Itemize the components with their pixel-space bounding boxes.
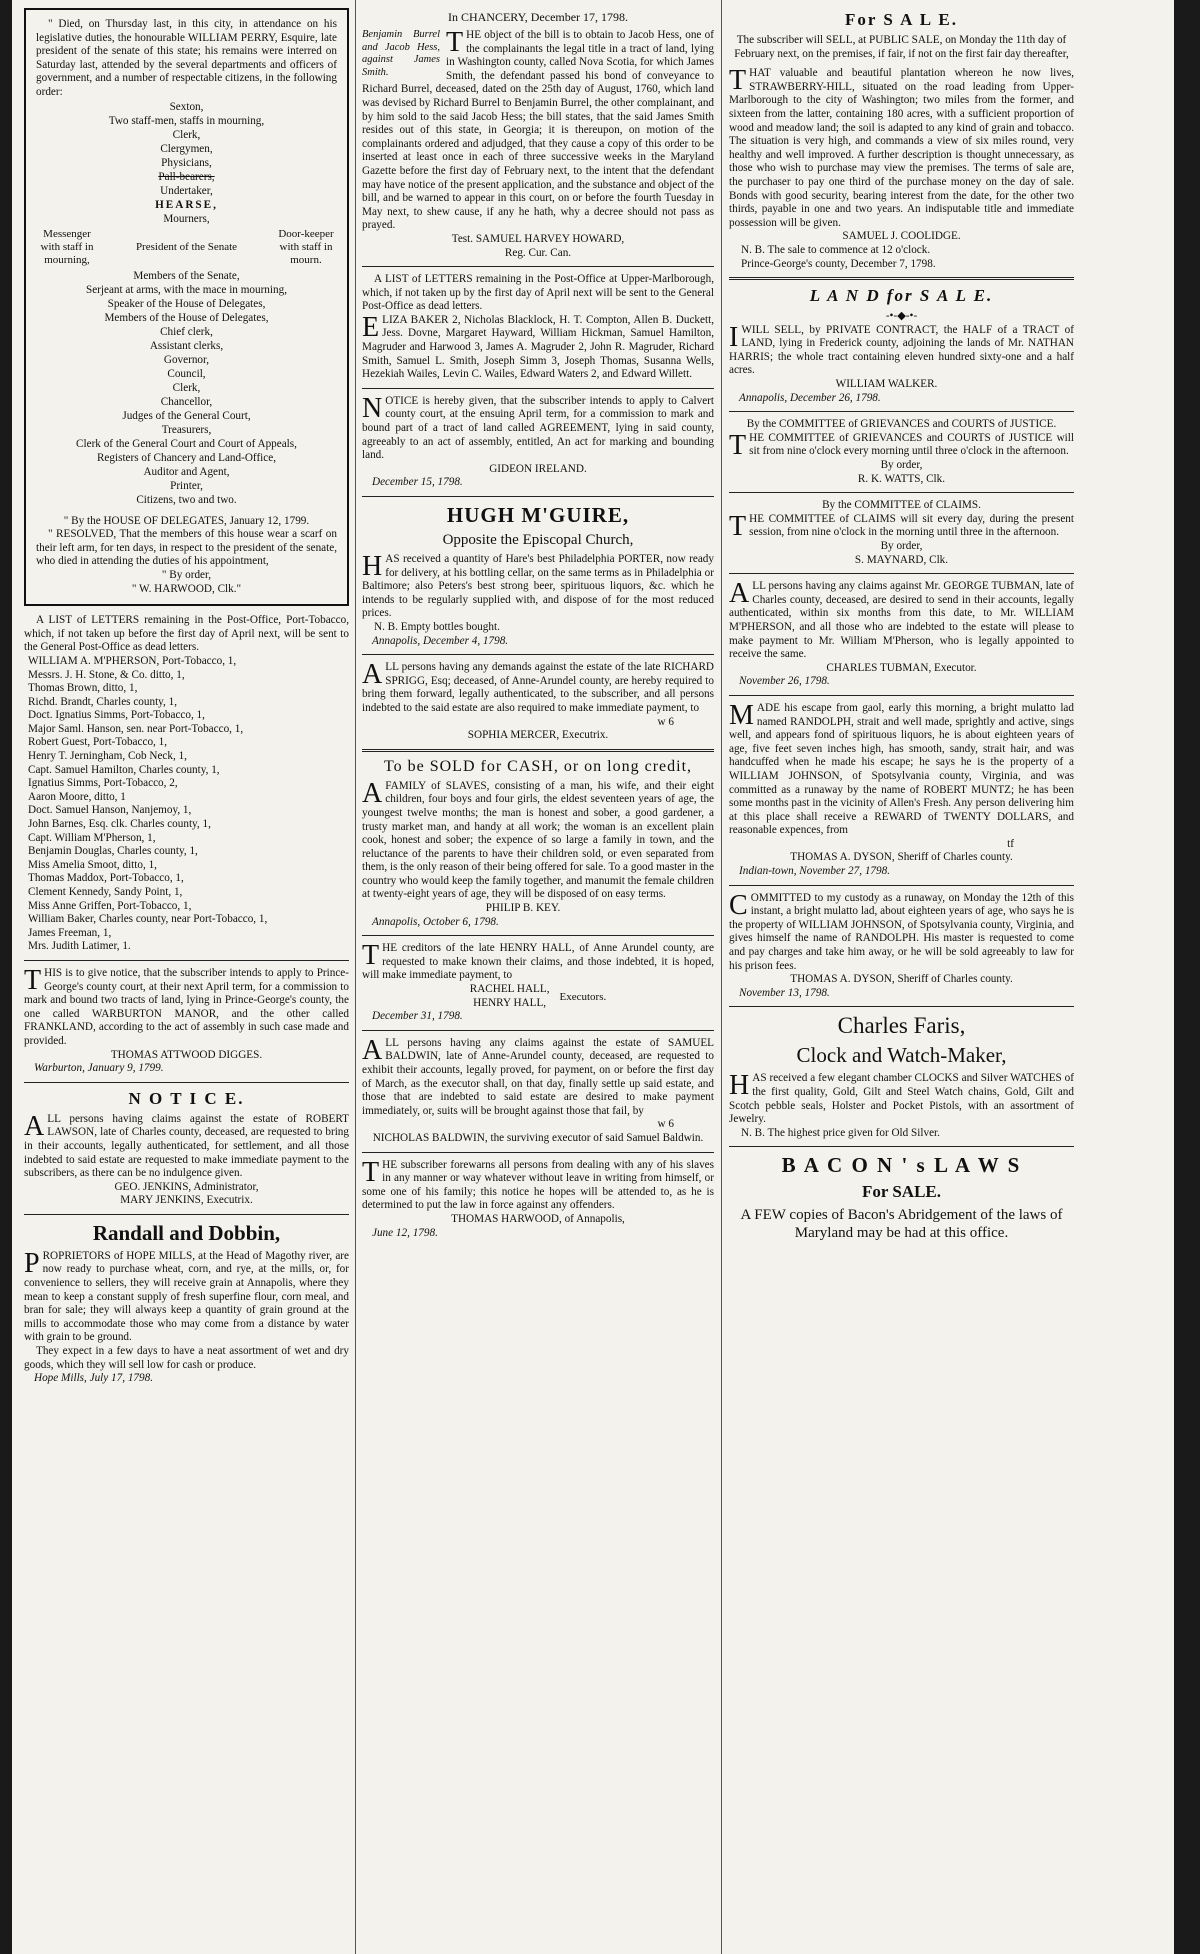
procession-item: Physicians, [161, 156, 212, 169]
hall-signer-2: HENRY HALL, [473, 996, 547, 1009]
ireland-date: December 15, 1798. [372, 476, 463, 489]
letter-entry: Thomas Brown, ditto, 1, [28, 682, 138, 695]
sprigg-signer: SOPHIA MERCER, Executrix. [467, 729, 609, 742]
resolution-signer: " W. HARWOOD, Clk." [131, 582, 242, 595]
claims-body: THE COMMITTEE of CLAIMS will sit every day, during the present session, from nine o'clock in the morning until three in the afternoon. [729, 510, 1074, 542]
randolph-mark: tf [1007, 837, 1014, 850]
ornament: -•-◆-•- [885, 310, 918, 323]
funeral-intro: " Died, on Thursday last, in this city, in attendance on his legislative duties, the honourable WILLIAM PERRY, Esquire, late president of the senate of this state; his remains were interred on Saturday last, attended by the several departments and officers of government, and a number of respectable citizens, in the following order: [36, 18, 337, 98]
bacon-title: B A C O N ' s L A W S [781, 1153, 1022, 1178]
letter-entry: Major Saml. Hanson, sen. near Port-Tobacco, 1, [28, 722, 244, 735]
letter-entry: WILLIAM A. M'PHERSON, Port-Tobacco, 1, [28, 654, 237, 667]
letter-entry: Miss Amelia Smoot, ditto, 1, [28, 858, 157, 871]
divider [24, 1082, 349, 1083]
hall-signer-1: RACHEL HALL, [469, 983, 550, 996]
resolution-heading: " By the HOUSE OF DELEGATES, January 12, 1799. [63, 514, 310, 527]
land-signer: WILLIAM WALKER. [835, 378, 938, 391]
randolph-body: MADE his escape from gaol, early this morning, a bright mulatto lad named RANDOLPH, strait and well made, sprightly and active, sings well, and appears fond of spirituous liquors, he is about eighteen years of age, five feet seven inches high, has smooth, sandy, strait hair, and was handcuffed when he made his escape; he says he is the property of a WILLIAM JOHNSON, of Spotsylvania county, Virginia, and was committed as a runaway by the name of ROBERT MUNTZ; he has been some months past in the vicinity of Allen's Fresh. Any person delivering him at this place shall receive a REWARD of TWENTY DOLLARS, and reasonable expences, from [729, 699, 1074, 837]
slaves-date: Annapolis, October 6, 1798. [372, 915, 499, 928]
ireland-notice-body: NOTICE is hereby given, that the subscriber intends to apply to Calvert county court, at the ensuing April term, for a commission to mark and bound part of a tract of land called AGREEMENT, lying in said county, agreeably to an act of assembly, entitled, An act for marking and bounding land. [362, 392, 714, 462]
committed-body: COMMITTED to my custody as a runaway, on Monday the 12th of this instant, a bright mulatto lad, about eighteen years of age, who says he is the property of WILLIAM JOHNSON, of Spotsylvania county, Virginia, and gives himself the name of RANDOLPH. His master is requested to come and pay charges and take him away, or he will be sold agreeably to law for his prison fees. [729, 889, 1074, 972]
grievances-body: THE COMMITTEE of GRIEVANCES and COURTS of JUSTICE will sit from nine o'clock every morning until three o'clock in the afternoon. [729, 429, 1074, 461]
procession-item: Treasurers, [161, 423, 212, 436]
procession-item: Judges of the General Court, [122, 409, 251, 422]
procession-item: HEARSE, [155, 198, 218, 211]
resolution-body: " RESOLVED, That the members of this house wear a scarf on their left arm, for ten days, in respect to the president of the senate, who died in attending the duties of his appointment, [36, 528, 337, 568]
procession-item: Clerk of the General Court and Court of Appeals, [76, 437, 297, 450]
procession-item: Printer, [170, 479, 203, 492]
divider [729, 1006, 1074, 1007]
divider [729, 1146, 1074, 1147]
procession-item: Serjeant at arms, with the mace in mourning, [85, 283, 287, 296]
procession-row [36, 228, 337, 267]
divider [362, 1152, 714, 1153]
randall-body-2: They expect in a few days to have a neat assortment of wet and dry goods, which they will sell low for cash or produce. [24, 1345, 349, 1371]
procession-item: Members of the Senate, [133, 269, 240, 282]
hall-role: Executors. [559, 990, 607, 1003]
sprigg-body: ALL persons having any demands against the estate of the late RICHARD SPRIGG, Esq; deceased, of Anne-Arundel county, are hereby required to bring them forward, legally authenticated, to the subscriber, and all persons indebted to the said estate are also required to make immediate payment, to [362, 659, 714, 714]
letters-list-port-tobacco [24, 655, 349, 954]
baldwin-mark: w 6 [657, 1118, 674, 1131]
faris-nb: N. B. The highest price given for Old Silver. [741, 1126, 940, 1139]
letter-entry: Ignatius Simms, Port-Tobacco, 2, [28, 777, 178, 790]
procession-item: Citizens, two and two. [136, 493, 237, 506]
procession-item: Registers of Chancery and Land-Office, [96, 451, 277, 464]
letter-entry: William Baker, Charles county, near Port-Tobacco, 1, [28, 913, 268, 926]
procession-item: Auditor and Agent, [143, 465, 230, 478]
digges-notice-body: THIS is to give notice, that the subscriber intends to apply to Prince-George's county court, at their next April term, for a commission to mark and bound two tracts of land, lying in Prince-George's county, the one called WARBURTON MANOR, and the other called FRANKLAND, according to the act of assembly in such case made and provided. [24, 964, 349, 1047]
randall-date: Hope Mills, July 17, 1798. [34, 1372, 154, 1385]
ireland-signer: GIDEON IRELAND. [489, 462, 587, 475]
hall-body: THE creditors of the late HENRY HALL, of Anne Arundel county, are requested to make known their claims, and those indebted, it is hoped, will make immediate payment, to [362, 940, 714, 982]
sale-date: Prince-George's county, December 7, 1798. [741, 257, 936, 270]
harwood-signer: THOMAS HARWOOD, of Annapolis, [451, 1212, 625, 1225]
chancery-title: In CHANCERY, December 17, 1798. [447, 10, 629, 24]
letter-entry: Aaron Moore, ditto, 1 [28, 790, 126, 803]
divider [362, 496, 714, 497]
harwood-body: THE subscriber forewarns all persons from dealing with any of his slaves in any manner or way whatever without leave in writing from himself, or some one of his family; this notice he hopes will be attended to, as he is determined to put the law in force against any offenders. [362, 1156, 714, 1212]
chancery-body: THE object of the bill is to obtain to Jacob Hess, one of the complainants the legal title in a tract of land, lying in Washington county, called Nova Scotia, for which James Smith, the defendant passed his bond of conveyance to Richard Burrel, deceased, dated on the 25th day of August, 1760, which land was devised by Richard Burrel to Benjamin Burrel, the other complainant, and by him sold to the said Jacob Hess; the bill states, that the said James Smith resides out of this state, in Georgia; it is thereupon, on motion of the complainants ordered and adjudged, that they cause a copy of this order to be inserted at least once in each of three successive weeks in the Maryland Gazette before the first day of February next, to the intent that the defendant may have notice of the present application, and the substance and object of the bill, and be warned to appear in this court, on or before the fourth Tuesday in May next, to shew cause, if any he hath, why a decree should not pass as prayed. [362, 27, 715, 232]
faris-body: HAS received a few elegant chamber CLOCKS and Silver WATCHES of the first quality, Gold, Gilt and Steel Watch chains, Gold, Gilt and Scotch pebble seals, Holster and Pocket Pistols, with an assortment of Jewelry. [729, 1070, 1074, 1126]
letter-entry: Robert Guest, Port-Tobacco, 1, [28, 736, 168, 749]
procession-item: Clerk, [172, 381, 201, 394]
harwood-date: June 12, 1798. [372, 1226, 438, 1239]
faris-subtitle: Clock and Watch-Maker, [796, 1043, 1007, 1068]
baldwin-signer: NICHOLAS BALDWIN, the surviving executor of said Samuel Baldwin. [372, 1131, 704, 1144]
notice-title: N O T I C E. [128, 1088, 245, 1108]
digges-signer: THOMAS ATTWOOD DIGGES. [110, 1048, 263, 1061]
letters-intro-port-tobacco: A LIST of LETTERS remaining in the Post-Office, Port-Tobacco, which, if not taken up before the first day of April next, will be sent to the General Post-Office as dead letters. [24, 614, 349, 654]
lawson-signer-2: MARY JENKINS, Executrix. [120, 1194, 253, 1207]
mcguire-title: HUGH M'GUIRE, [446, 503, 630, 527]
lawson-notice-body: ALL persons having claims against the estate of ROBERT LAWSON, late of Charles county, deceased, are requested to bring in their accounts, legally authenticated, for settlement, and all those indebted to said estate are requested to make immediate payment to the subscribers, as there can be no indulgence given. [24, 1110, 349, 1180]
land-title: L A N D for S A L E. [809, 286, 994, 306]
divider [362, 1030, 714, 1031]
mcguire-subtitle: Opposite the Episcopal Church, [442, 532, 634, 548]
claims-head: By the COMMITTEE of CLAIMS. [822, 499, 981, 512]
divider [729, 411, 1074, 412]
randall-title: Randall and Dobbin, [92, 1220, 281, 1245]
land-date: Annapolis, December 26, 1798. [739, 391, 881, 404]
procession-item: Clerk, [172, 128, 201, 141]
slaves-title: To be SOLD for CASH, or on long credit, [383, 757, 693, 775]
procession-item: Council, [167, 367, 206, 380]
letter-entry: Doct. Samuel Hanson, Nanjemoy, 1, [28, 804, 192, 817]
tubman-signer: CHARLES TUBMAN, Executor. [826, 661, 977, 674]
letter-entry: Messrs. J. H. Stone, & Co. ditto, 1, [28, 668, 185, 681]
procession-right: Door-keeper with staff in mourn. [278, 227, 334, 266]
divider [24, 960, 349, 961]
letters-intro-upper-marlborough: A LIST of LETTERS remaining in the Post-Office at Upper-Marlborough, which, if not taken up by the first day of April next will be sent to the General Post-Office as dead letters. [362, 273, 714, 313]
letter-entry: James Freeman, 1, [28, 926, 112, 939]
procession-left: Messenger with staff in mourning, [40, 227, 94, 266]
procession-item: Members of the House of Delegates, [104, 311, 269, 324]
letter-entry: Capt. Samuel Hamilton, Charles county, 1, [28, 763, 220, 776]
procession-item: Governor, [163, 353, 210, 366]
procession-item: Pall-bearers, [158, 170, 215, 183]
divider [362, 935, 714, 936]
faris-title: Charles Faris, [837, 1013, 966, 1039]
claims-signer: S. MAYNARD, Clk. [854, 553, 949, 566]
procession-item: Assistant clerks, [149, 339, 224, 352]
column-rule [355, 0, 356, 1954]
mcguire-body: HAS received a quantity of Hare's best Philadelphia PORTER, now ready for delivery, at his bottling cellar, on the same terms as in Philadelphia or Baltimore; also Peters's best strong beer, spirituous liquors, &c. which he intends to be regularly supplied with, and dispose of for the most reduced prices. [362, 551, 714, 620]
funeral-notice [24, 8, 349, 606]
committed-date: November 13, 1798. [739, 986, 830, 999]
sale-nb: N. B. The sale to commence at 12 o'clock. [741, 243, 931, 256]
slaves-signer: PHILIP B. KEY. [485, 902, 561, 915]
procession-item: Undertaker, [160, 184, 213, 197]
grievances-signer: R. K. WATTS, Clk. [857, 472, 946, 485]
randall-body: PROPRIETORS of HOPE MILLS, at the Head of Magothy river, are now ready to purchase wheat, corn, and rye, at the mills, or, for convenience to sellers, they will receive grain at Annapolis, where they mean to keep a constant supply of fresh superfine flour, corn meal, and bran for sale; they will always keep a quantity of grain ground at the mills to accommodate those who may come from a distance by water with grain to be ground. [24, 1247, 349, 1344]
chancery-caption: Benjamin Burrel and Jacob Hess, against James Smith. [362, 29, 440, 78]
tubman-date: November 26, 1798. [739, 675, 830, 688]
bacon-subtitle: For SALE. [861, 1182, 942, 1202]
sale-signer: SAMUEL J. COOLIDGE. [842, 230, 961, 243]
letters-list-upper-marlborough: ELIZA BAKER 2, Nicholas Blacklock, H. T. Compton, Allen B. Duckett, Jess. Dovne, Margaret Hayward, William Hickman, Samuel Hamilton, Magruder and Harwood 3, James A. Magruder 2, John R. Magruder, Richard Smith, Samuel L. Smith, Joseph Simm 3, Joseph Thomas, Susanna Wells, Hezekiah Wailes, Levin C. Wailes, Edward Waters 2, and Edward Willett. [362, 311, 714, 381]
resolution-order: " By order, [161, 568, 212, 581]
procession-item: Sexton, [169, 100, 204, 113]
letter-entry: Clement Kennedy, Sandy Point, 1, [28, 886, 183, 898]
mcguire-date: Annapolis, December 4, 1798. [372, 634, 509, 647]
column-2 [362, 8, 714, 1240]
letter-entry: Richd. Brandt, Charles county, 1, [28, 695, 178, 708]
divider [729, 885, 1074, 886]
hall-signers [362, 983, 714, 1010]
sale-title: For S A L E. [845, 10, 958, 29]
randolph-date: Indian-town, November 27, 1798. [739, 865, 891, 878]
letter-entry: Mrs. Judith Latimer, 1. [28, 940, 131, 953]
grievances-head: By the COMMITTEE of GRIEVANCES and COURTS of JUSTICE. [746, 418, 1057, 431]
grievances-order: By order, [880, 459, 923, 472]
mcguire-nb: N. B. Empty bottles bought. [374, 620, 500, 633]
divider [729, 573, 1074, 574]
scan-edge-left [0, 0, 12, 1954]
randolph-signer: THOMAS A. DYSON, Sheriff of Charles county. [790, 851, 1013, 864]
sale-intro: The subscriber will SELL, at PUBLIC SALE, on Monday the 11th day of February next, on the premises, if fair, if not on the first fair day thereafter, [734, 34, 1069, 60]
procession-item: Chief clerk, [160, 325, 213, 338]
divider [729, 492, 1074, 493]
divider [729, 277, 1074, 280]
column-1 [24, 8, 349, 1386]
letter-entry: Thomas Maddox, Port-Tobacco, 1, [28, 872, 184, 885]
digges-date: Warburton, January 9, 1799. [34, 1062, 164, 1075]
scan-edge-right [1174, 0, 1200, 1954]
procession-item: Chancellor, [160, 395, 213, 408]
procession-item: Two staff-men, staffs in mourning, [108, 114, 265, 127]
column-rule [721, 0, 722, 1954]
tubman-body: ALL persons having any claims against Mr. GEORGE TUBMAN, late of Charles county, deceased, are desired to send in their accounts, legally authenticated, within six months from this date, to Mr. WILLIAM M'PHERSON, and all those who are indebted to the estate will please to make payment to Mr. William M'Pherson, who is legally appointed to receive the same. [729, 578, 1074, 661]
divider [729, 695, 1074, 696]
procession-list [36, 100, 337, 507]
chancery-test: Test. SAMUEL HARVEY HOWARD, [451, 232, 625, 245]
letter-entry: Miss Anne Griffen, Port-Tobacco, 1, [28, 899, 192, 912]
column-3 [729, 8, 1074, 1242]
claims-order: By order, [880, 540, 923, 552]
land-body: IWILL SELL, by PRIVATE CONTRACT, the HALF of a TRACT of LAND, lying in Frederick county, adjoining the lands of Mr. NATHAN HARRIS; the whole tract containing eleven hundred sixty-one and a half acres. [729, 321, 1074, 377]
divider [24, 1214, 349, 1215]
hall-date: December 31, 1798. [372, 1010, 463, 1023]
slaves-body: AFAMILY of SLAVES, consisting of a man, his wife, and their eight children, four boys and four girls, the eldest seventeen years of age, the youngest twelve months; the man is honest and sober, a good gardener, a trusty market man, and handy at all work; the woman is an excellent plain cook, honest and sober; the expence of so large a family in town, and the reluctance of the parents to have their children sold, or even separated from them, is the only reason of their being offered for sale. To a good master in the country who would keep the family together, and manumit the female children at twenty-eight years of age, they will be disposed of on easy terms. [362, 777, 714, 901]
divider [362, 654, 714, 655]
lawson-signer-1: GEO. JENKINS, Administrator, [114, 1180, 259, 1193]
procession-item: Mourners, [163, 212, 210, 225]
letter-entry: Henry T. Jerningham, Cob Neck, 1, [28, 750, 187, 763]
letter-entry: Capt. William M'Pherson, 1, [28, 831, 156, 844]
baldwin-body: ALL persons having any claims against the estate of SAMUEL BALDWIN, late of Anne-Arundel county, deceased, are requested to exhibit their accounts, legally proved, for payment, on or before the first day of March, as the executor shall, on that day, finally settle up said estate, and those that are indebted to said estate are desired to make payment immediately, or, suits will be brought against those that fail, by [362, 1034, 714, 1117]
letter-entry: Benjamin Douglas, Charles county, 1, [28, 845, 198, 858]
chancery-reg: Reg. Cur. Can. [504, 246, 572, 259]
procession-item: Clergymen, [160, 142, 213, 155]
divider [362, 749, 714, 752]
letter-entry: Doct. Ignatius Simms, Port-Tobacco, 1, [28, 709, 205, 722]
divider [362, 388, 714, 389]
bacon-body: A FEW copies of Bacon's Abridgement of the laws of Maryland may be had at this office. [740, 1207, 1063, 1242]
divider [362, 266, 714, 267]
sale-body: THAT valuable and beautiful plantation whereon he now lives, STRAWBERRY-HILL, situated on the road leading from Upper-Marlborough to the city of Washington; two miles from the former, and sixteen from the latter, containing 180 acres, with a sufficient proportion of wood and meadow land; the soil is adapted to any kind of grain and tobacco. The situation is very high, and commands a view of six miles round, very healthy and well improved. A further description is thought unnecessary, as those who wish to purchase may view the premises. The terms of sale are, the purchaser to pay one third of the purchase money on the day of sale. Bonds with good security, bearing interest from the date, for the other two thirds, payable in one and two years. An indisputable title and immediate possession will be given. [729, 65, 1074, 229]
sprigg-mark: w 6 [657, 715, 674, 728]
procession-center: President of the Senate [135, 240, 238, 253]
letter-entry: John Barnes, Esq. clk. Charles county, 1, [28, 818, 211, 831]
procession-item: Speaker of the House of Delegates, [107, 297, 266, 310]
committed-signer: THOMAS A. DYSON, Sheriff of Charles county. [790, 973, 1013, 986]
